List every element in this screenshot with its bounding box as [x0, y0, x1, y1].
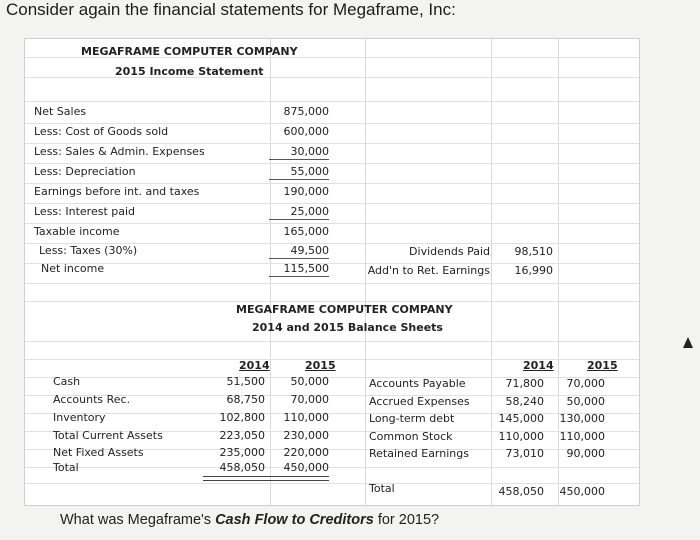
asset-value-2014: 223,050 — [219, 429, 265, 442]
mouse-cursor-icon — [683, 337, 693, 348]
income-row-value: 55,000 — [269, 165, 329, 180]
asset-value-2014: 51,500 — [226, 375, 265, 388]
income-row-value: 115,500 — [269, 262, 329, 277]
income-row-value: 875,000 — [283, 105, 329, 118]
liabilities-total-label: Total — [369, 482, 395, 495]
asset-value-2015: 220,000 — [283, 446, 329, 459]
income-row-label: Less: Cost of Goods sold — [34, 125, 169, 138]
liability-label: Common Stock — [369, 430, 453, 443]
liability-value-2015: 50,000 — [566, 395, 605, 408]
question-before: What was Megaframe's — [60, 512, 216, 528]
income-row-value: 25,000 — [269, 205, 329, 220]
liabilities-total-2014: 458,050 — [498, 485, 544, 498]
question-after: for 2015? — [373, 512, 440, 528]
balance-sheet-title: 2014 and 2015 Balance Sheets — [252, 321, 443, 334]
asset-value-2015: 110,000 — [283, 411, 329, 424]
liabilities-total-2015: 450,000 — [559, 485, 605, 498]
liability-value-2015: 110,000 — [559, 430, 605, 443]
income-row-label: Less: Sales & Admin. Expenses — [34, 145, 205, 158]
liabilities-year-2015: 2015 — [587, 359, 618, 372]
income-row-label: Less: Taxes (30%) — [39, 244, 138, 257]
income-row-value: 190,000 — [283, 185, 329, 198]
liability-label: Long-term debt — [369, 412, 455, 425]
retained-addition-value: 16,990 — [514, 264, 553, 277]
asset-label: Net Fixed Assets — [53, 446, 144, 459]
assets-year-2014: 2014 — [239, 359, 270, 372]
income-row-label: Earnings before int. and taxes — [34, 185, 200, 198]
liability-value-2014: 58,240 — [505, 395, 544, 408]
spreadsheet — [24, 38, 640, 506]
asset-value-2015: 230,000 — [283, 429, 329, 442]
income-statement-title: 2015 Income Statement — [115, 65, 264, 78]
assets-year-2015: 2015 — [305, 359, 336, 372]
asset-value-2015: 450,000 — [283, 461, 329, 474]
liability-label: Accounts Payable — [369, 377, 466, 390]
income-row-label: Net Sales — [34, 105, 87, 118]
asset-label: Total Current Assets — [53, 429, 163, 442]
asset-value-2014: 458,050 — [219, 461, 265, 474]
income-row-label: Less: Interest paid — [34, 205, 136, 218]
asset-label: Inventory — [53, 411, 106, 424]
income-row-value: 49,500 — [269, 244, 329, 259]
income-row-label: Less: Depreciation — [34, 165, 136, 178]
asset-value-2014: 68,750 — [226, 393, 265, 406]
dividends-value: 98,510 — [514, 245, 553, 258]
income-row-value: 600,000 — [283, 125, 329, 138]
liability-label: Accrued Expenses — [369, 395, 470, 408]
income-row-value: 30,000 — [269, 145, 329, 160]
dividends-label: Dividends Paid — [409, 245, 490, 258]
asset-value-2014: 235,000 — [219, 446, 265, 459]
asset-label: Cash — [53, 375, 81, 388]
asset-value-2015: 50,000 — [290, 375, 329, 388]
asset-label: Total — [53, 461, 79, 474]
liability-value-2015: 90,000 — [566, 447, 605, 460]
question-emphasis: Cash Flow to Creditors — [215, 512, 374, 528]
liability-value-2014: 73,010 — [505, 447, 544, 460]
income-row-label: Taxable income — [34, 225, 120, 238]
liability-label: Retained Earnings — [369, 447, 469, 460]
problem-prompt: Consider again the financial statements for Megaframe, Inc: — [6, 0, 456, 19]
asset-label: Accounts Rec. — [53, 393, 131, 406]
liabilities-year-2014: 2014 — [523, 359, 554, 372]
asset-value-2014: 102,800 — [219, 411, 265, 424]
income-company-name: MEGAFRAME COMPUTER COMPANY — [81, 45, 298, 58]
income-row-label: Net income — [41, 262, 105, 275]
liability-value-2014: 145,000 — [498, 412, 544, 425]
balance-company-name: MEGAFRAME COMPUTER COMPANY — [236, 303, 453, 316]
question-text — [60, 512, 439, 528]
liability-value-2015: 130,000 — [559, 412, 605, 425]
liability-value-2014: 71,800 — [505, 377, 544, 390]
liability-value-2014: 110,000 — [498, 430, 544, 443]
asset-value-2015: 70,000 — [290, 393, 329, 406]
income-row-value: 165,000 — [283, 225, 329, 238]
retained-addition-label: Add'n to Ret. Earnings — [367, 264, 490, 277]
liability-value-2015: 70,000 — [566, 377, 605, 390]
